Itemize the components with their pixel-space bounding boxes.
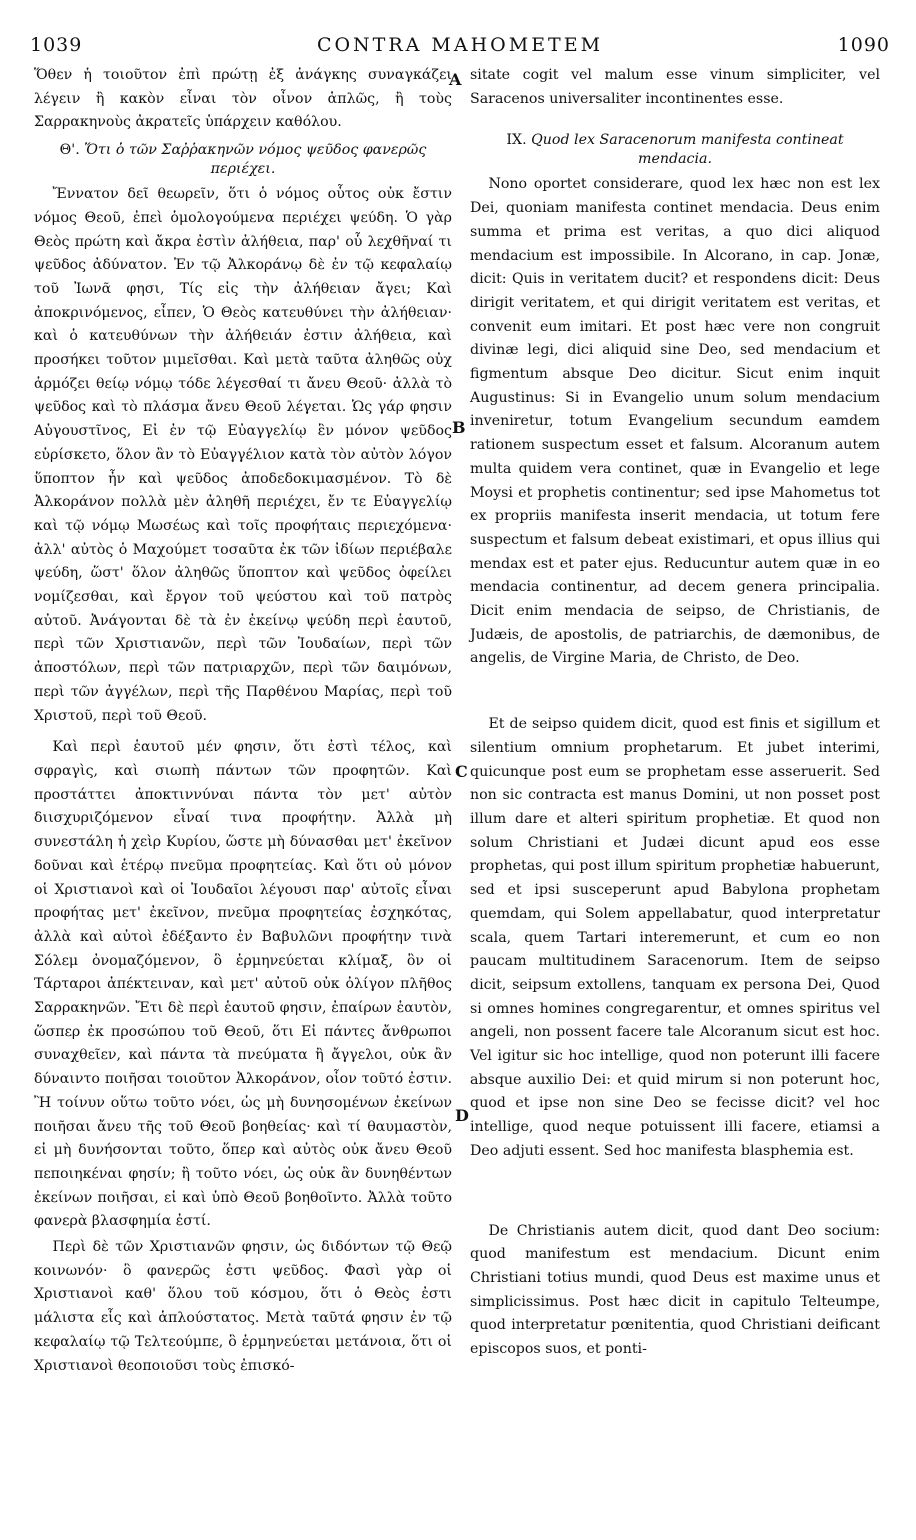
greek-chapter-number: Θ'. bbox=[59, 142, 80, 159]
page-number-right: 1090 bbox=[837, 34, 890, 56]
greek-chapter-title: Ὅτι ὁ τῶν Σαῤῥακηνῶν νόμος ψεῦδος φανερῶς περιέχει. bbox=[84, 142, 427, 178]
greek-paragraph: Ὅθεν ἡ τοιοῦτον ἐπὶ πρώτῃ ἐξ ἀνάγκης συναγκάζει λέγειν ἢ κακὸν εἶναι τὸν οἶνον ἁπλῶς, ἢ τοὺς Σαρρακηνοὺς ἀκρατεῖς ὑπάρχειν καθόλου. bbox=[34, 67, 452, 131]
greek-paragraph: Περὶ δὲ τῶν Χριστιανῶν φησιν, ὡς διδόντων τῷ Θεῷ κοινωνόν· ὃ φανερῶς ἐστι ψεῦδος. Φασὶ γὰρ οἱ Χριστιανοὶ καθ' ὅλου τοῦ κόσμου, ὅτι ὁ Θεὸς ἐστι μάλιστα εἷς καὶ ἁπλούστατος. Μετὰ ταῦτά φησιν ἐν τῷ κεφαλαίῳ τῷ Τελτεούμπε, ὃ ἑρμηνεύεται μετάνοια, ὅτι οἱ Χριστιανοὶ θεοποιοῦσι τοὺς ἐπισκό- bbox=[34, 1239, 452, 1374]
latin-paragraph: sitate cogit vel malum esse vinum simpliciter, vel Saracenos universaliter incontinentes esse. bbox=[470, 67, 880, 107]
page-number-left: 1039 bbox=[30, 34, 83, 56]
latin-chapter-heading bbox=[470, 131, 880, 169]
margin-marker-b: B bbox=[452, 418, 466, 437]
latin-chapter-number: IX. bbox=[506, 132, 527, 149]
greek-column bbox=[34, 64, 452, 1378]
latin-paragraph: Et de seipso quidem dicit, quod est finis et sigillum et silentium omnium prophetarum. Et jubet interimi, quicunque post eum se prophetam esse asseruerit. Sed non sic contracta est manus Domini, ut non posset post illum dare et alteri spiritum prophetiæ. Et quod non solum Christiani et Judæi dicunt apud eos esse prophetas, qui post illum spiritum prophetiæ habuerunt, sed et ipsi susceperunt apud Babylona prophetam quemdam, qui Solem appellabatur, quod interpretatur scala, quem Tartari interemerunt, et cum eo non paucam multitudinem Saracenorum. Item de seipso dicit, seipsum extollens, tanquam ex persona Dei, Quod si omnes homines congregarentur, et omnes spiritus vel angeli, non possent facere tale Alcoranum sicut est hoc. Vel igitur sic hoc intellige, quod non poterunt illi facere absque auxilio Dei: et quid mirum si non poterunt hoc, quod et ipse non sine Deo se fecisse dicit? vel hoc intellige, quod neque potuissent illi facere, etiamsi a Deo adjuti essent. Sed hoc manifesta blasphemia est. bbox=[470, 716, 880, 1159]
margin-marker-a: A bbox=[449, 70, 462, 89]
page-header bbox=[30, 34, 890, 58]
latin-chapter-title: Quod lex Saracenorum manifesta contineat mendacia. bbox=[531, 132, 844, 168]
latin-paragraph: De Christianis autem dicit, quod dant Deo socium: quod manifestum est mendacium. Dicunt enim Christiani totius mundi, quod Deus est maxime unus et simplicissimus. Post hæc dicit in capitulo Telteumpe, quod interpretatur pœnitentia, quod Christiani deificant episcopos suos, et ponti- bbox=[470, 1222, 880, 1358]
running-title: CONTRA MAHOMETEM bbox=[316, 34, 604, 56]
latin-column bbox=[470, 64, 880, 1362]
margin-marker-d: D bbox=[455, 1106, 469, 1125]
latin-paragraph: Nono oportet considerare, quod lex hæc non est lex Dei, quoniam manifesta continet mendacia. Deus enim summa et prima est veritas, a quo dici aliquod mendacium est impossibile. In Alcorano, in cap. Jonæ, dicit: Quis in veritatem ducit? et respondens dicit: Deus dirigit veritatem, et qui dirigit veritatem est veritas, et convenit eum imitari. Et post hæc vere non congruit divinæ legi, dici aliquid sine Deo, sed mendacium et figmentum absque Deo dicitur. Sicut enim inquit Augustinus: Si in Evangelio unum solum mendacium inveniretur, totum Evangelium secundum eamdem rationem suspectum esset et falsum. Alcoranum autem multa quidem vera continet, quæ in Evangelio et lege Moysi et prophetis continentur; sed ipse Mahometus tot ex propriis manifesta inserit mendacia, ut totum fere suspectum et falsum debeat existimari, et opus illius qui mendax est et pater ejus. Reducuntur autem quæ in eo mendacia continentur, ad decem genera principalia. Dicit enim mendacia de seipso, de Christianis, de Judæis, de apostolis, de patriarchis, de dæmonibus, de angelis, de Virgine Maria, de Christo, de Deo. bbox=[470, 176, 880, 667]
greek-chapter-heading bbox=[34, 141, 452, 179]
margin-marker-c: C bbox=[455, 762, 468, 781]
greek-paragraph: Ἔννατον δεῖ θεωρεῖν, ὅτι ὁ νόμος οὗτος οὐκ ἔστιν νόμος Θεοῦ, ἐπεὶ ὁμολογούμενα περιέχει ψεύδη. Ὁ γὰρ Θεὸς πρώτη καὶ ἄκρα ἐστὶν ἀλήθεια, παρ' οὗ λεχθῆναί τι ψεῦδος ἀδύνατον. Ἐν τῷ Ἀλκοράνῳ δὲ ἐν τῷ κεφαλαίῳ τοῦ Ἰωνᾶ φησι, Τίς εἰς τὴν ἀλήθειαν ἄγει; Καὶ ἀποκρινόμενος, εἶπεν, Ὁ Θεὸς κατευθύνει τὴν ἀλήθειαν· καὶ ὁ κατευθύνων τὴν ἀλήθειάν ἐστιν ἀλήθεια, καὶ προσήκει τοῦτον μιμεῖσθαι. Καὶ μετὰ ταῦτα ἀληθῶς οὐχ ἁρμόζει θείῳ νόμῳ τόδε λέγεσθαί τι ἄνευ Θεοῦ· ἀλλὰ τὸ ψεῦδος καὶ τὸ πλάσμα ἄνευ Θεοῦ λέγεται. Ὡς γάρ φησιν Αὐγουστῖνος, Εἰ ἐν τῷ Εὐαγγελίῳ ἓν μόνον ψεῦδος εὑρίσκετο, ὅλον ἂν τὸ Εὐαγγέλιον κατὰ τὸν αὐτὸν λόγον ὕποπτον ἦν καὶ ψεῦδος ἀποδεδοκιμασμένον. Τὸ δὲ Ἀλκοράνον πολλὰ μὲν ἀληθῆ περιέχει, ἔν τε Εὐαγγελίῳ καὶ τῷ νόμῳ Μωσέως καὶ τοῖς προφήταις περιεχόμενα· ἀλλ' αὐτὸς ὁ Μαχούμετ τοσαῦτα ἐκ τῶν ἰδίων περιέβαλε ψεύδη, ὥστ' ὅλον ἀληθῶς ὕποπτον καὶ ψεῦδος ὀφείλει νομίζεσθαι, καὶ ἔργον τοῦ ψεύστου καὶ τοῦ πατρὸς αὐτοῦ. Ἀνάγονται δὲ τὰ ἐν ἐκείνῳ ψεύδη περὶ ἑαυτοῦ, περὶ τῶν Χριστιανῶν, περὶ τῶν Ἰουδαίων, περὶ τῶν ἀποστόλων, περὶ τῶν πατριαρχῶν, περὶ τῶν δαιμόνων, περὶ τῶν ἀγγέλων, περὶ τῆς Παρθένου Μαρίας, περὶ τοῦ Χριστοῦ, περὶ τοῦ Θεοῦ. bbox=[34, 186, 452, 724]
greek-paragraph: Καὶ περὶ ἑαυτοῦ μέν φησιν, ὅτι ἐστὶ τέλος, καὶ σφραγὶς, καὶ σιωπὴ πάντων τῶν προφητῶν. Καὶ προστάττει ἀποκτιννύναι πάντα τὸν μετ' αὐτὸν διισχυριζόμενον εἶναί τινα προφήτην. Ἀλλὰ μὴ συνεστάλη ἡ χεὶρ Κυρίου, ὥστε μὴ δύνασθαι μετ' ἐκεῖνον δοῦναι καὶ ἑτέρῳ πνεῦμα προφητείας. Καὶ ὅτι οὐ μόνον οἱ Χριστιανοὶ καὶ οἱ Ἰουδαῖοι λέγουσι παρ' αὐτοῖς εἶναι προφήτας μετ' ἐκεῖνον, πνεῦμα προφητείας ἐσχηκότας, ἀλλὰ καὶ αὐτοὶ ἐδέξαντο ἐν Βαβυλῶνι προφήτην τινὰ Σόλεμ ὀνομαζόμενον, ὃ ἑρμηνεύεται κλίμαξ, ὃν οἱ Τάρταροι ἀπέκτειναν, καὶ μετ' αὐτοῦ οὐκ ὀλίγον πλῆθος Σαρρακηνῶν. Ἔτι δὲ περὶ ἑαυτοῦ φησιν, ἐπαίρων ἑαυτὸν, ὥσπερ ἐκ προσώπου τοῦ Θεοῦ, ὅτι Εἰ πάντες ἄνθρωποι συναχθεῖεν, καὶ πάντα τὰ πνεύματα ἢ ἄγγελοι, οὐκ ἂν δύναιντο ποιῆσαι τοιοῦτον Ἀλκοράνον, οἷον τοῦτό ἐστιν. Ἢ τοίνυν οὕτω τοῦτο νόει, ὡς μὴ δυνησομένων ἐκείνων ποιῆσαι ἄνευ τῆς τοῦ Θεοῦ βοηθείας· καὶ τί θαυμαστὸν, εἰ μὴ δυνήσονται τοῦτο, ὅπερ καὶ αὐτὸς οὐκ ἄνευ Θεοῦ πεποιηκέναι φησίν; ἢ τοῦτο νόει, ὡς οὐκ ἂν δυνηθέντων ἐκείνων ποιῆσαι, εἰ καὶ ὑπὸ Θεοῦ βοηθοῖντο. Ἀλλὰ τοῦτο φανερὰ βλασφημία ἐστί. bbox=[34, 739, 452, 1230]
